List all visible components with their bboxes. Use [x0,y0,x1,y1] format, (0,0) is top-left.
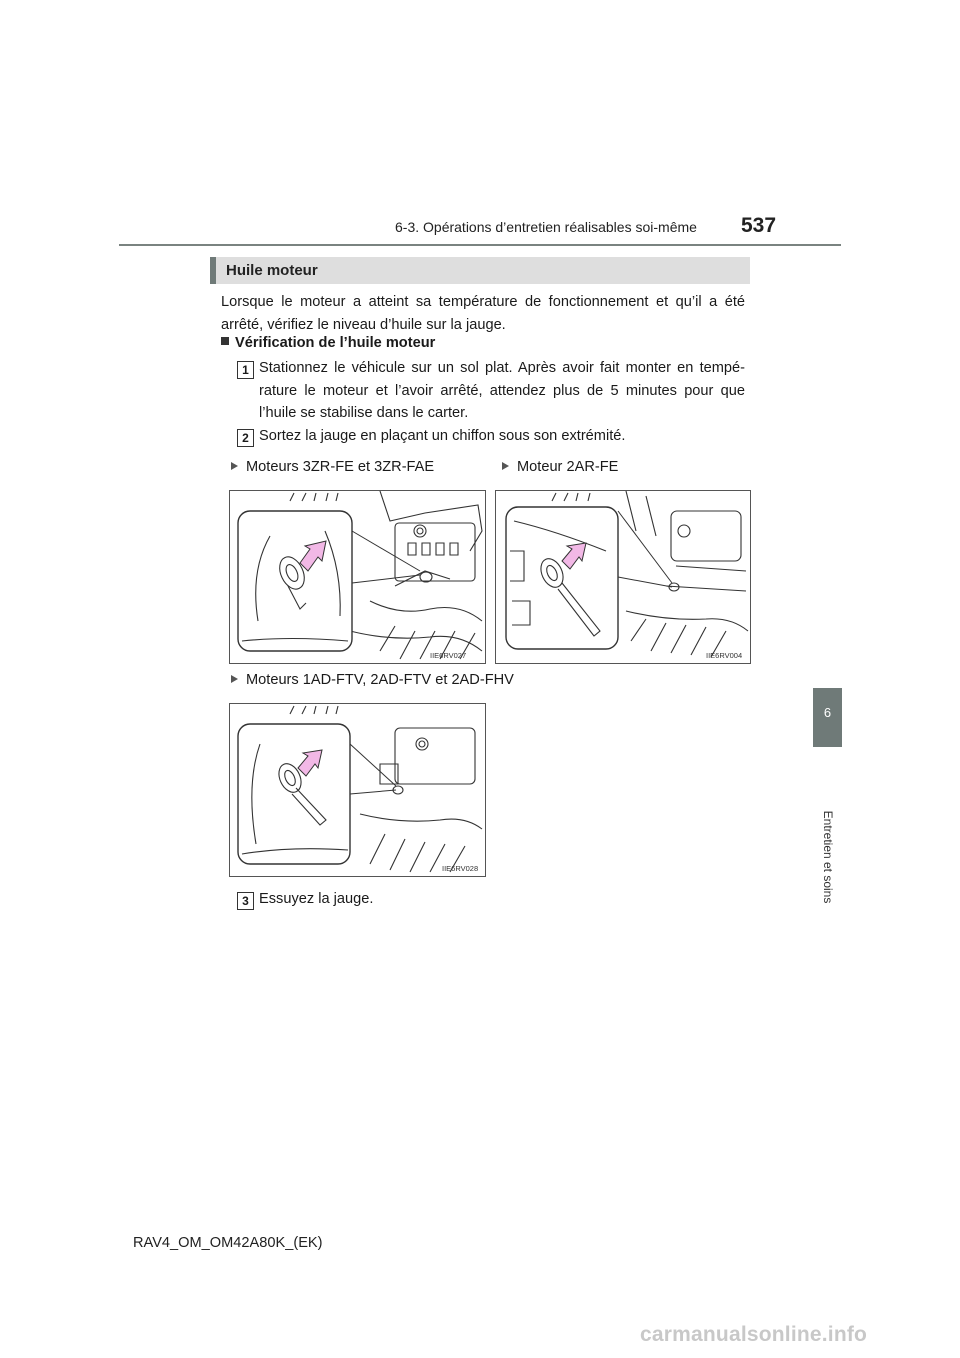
chapter-tab: 6 [813,688,842,747]
triangle-bullet-icon [502,462,509,470]
step-2-badge: 2 [237,429,254,447]
figure-1-caption: Moteurs 3ZR-FE et 3ZR-FAE [231,459,434,475]
figure-2-illustration [495,490,751,664]
engine-bay-drawing [496,491,750,663]
section-title: Huile moteur [226,262,318,279]
section-heading-bar [210,257,750,284]
figure-3-caption: Moteurs 1AD-FTV, 2AD-FTV et 2AD-FHV [231,672,514,688]
page-number: 537 [741,214,777,237]
triangle-bullet-icon [231,462,238,470]
section-accent [210,257,216,284]
figure-3-illustration [229,703,486,877]
figure-1-code: IIE6RV027 [430,651,467,660]
figure-2-caption: Moteur 2AR-FE [502,459,618,475]
step-1-text: Stationnez le véhicule sur un sol plat. Après avoir fait monter en tempé-rature le moteur et l’avoir arrêté, attendez plus de 5 minutes pour que l’huile se stabilise dans le carter. [259,360,745,421]
engine-bay-drawing [230,704,485,876]
figure-3-code: IIE6RV028 [442,864,479,873]
watermark-logo: carmanualsonline.info [640,1323,868,1346]
step-3-badge: 3 [237,892,254,910]
header-divider [119,244,841,246]
chapter-tab-label: Entretien et soins [821,810,835,904]
engine-bay-drawing [230,491,485,663]
figure-2-code: IIE6RV004 [706,651,743,660]
footer-model-code: RAV4_OM_OM42A80K_(EK) [133,1235,323,1251]
figure-1-illustration [229,490,486,664]
triangle-bullet-icon [231,675,238,683]
bullet-square-icon [221,337,229,345]
subsection-heading [221,335,435,351]
header-section-title: 6-3. Opérations d’entretien réalisables soi-même [395,219,697,235]
step-1-badge: 1 [237,361,254,379]
intro-paragraph: Lorsque le moteur a atteint sa température de fonctionnement et qu’il a été arrêté, vérifiez le niveau d’huile sur la jauge. [221,294,745,333]
subsection-title: Vérification de l’huile moteur [235,335,436,351]
step-3-text: Essuyez la jauge. [259,891,374,907]
step-2-text: Sortez la jauge en plaçant un chiffon sous son extrémité. [259,428,626,444]
